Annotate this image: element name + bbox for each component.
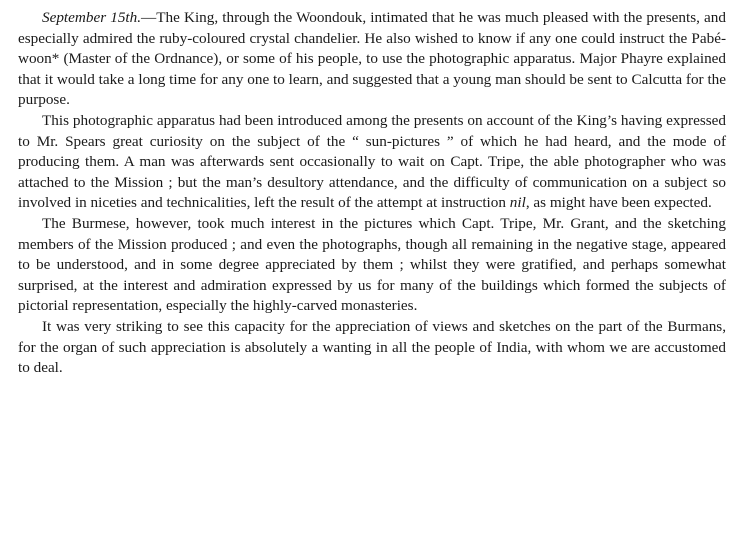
- paragraph-3-text: The Burmese, however, took much interest in the pictures which Capt. Tripe, Mr. Grant, and the sketching members of the Mission produced ; and even the photographs, though all remaining in the negative stage, appeared to be understood, and in some degree appreciated by them ; whilst they were gratified, and perhaps somewhat surprised, at the interest and admiration expressed by us for many of the buildings which formed the subjects of pictorial representation, especially the highly-carved monasteries.: [18, 214, 726, 315]
- paragraph-2: [18, 111, 726, 214]
- paragraph-4: [18, 317, 726, 379]
- paragraph-2-text-end: , as might have been expected.: [525, 194, 712, 212]
- paragraph-4-text: It was very striking to see this capacity for the appreciation of views and sketches on the part of the Burmans, for the organ of such appreciation is absolutely a wanting in all the people of India, with whom we are accustomed to deal.: [18, 317, 726, 377]
- document-page: [18, 8, 726, 379]
- paragraph-1: [18, 8, 726, 111]
- date-heading: September 15th.: [42, 9, 142, 26]
- paragraph-3: [18, 214, 726, 317]
- italic-term-nil: nil: [509, 194, 526, 212]
- paragraph-2-text: This photographic apparatus had been introduced among the presents on account of the King’s having expressed to Mr. Spears great curiosity on the subject of the “ sun-pictures ” of which he had heard, and the mode of producing them. A man was afterwards sent occasionally to wait on Capt. Tripe, the able photographer who was attached to the Mission ; but the man’s desultory attendance, and the difficulty of communication on a subject so involved in niceties and technicalities, left the result of the attempt at instruction: [18, 111, 726, 212]
- paragraph-1-text: —The King, through the Woondouk, intimated that he was much pleased with the presents, and especially admired the ruby-coloured crystal chandelier. He also wished to know if any one could instruct the Pabé-woon* (Master of the Ordnance), or some of his people, to use the photographic apparatus. Major Phayre explained that it would take a long time for any one to learn, and suggested that a young man should be sent to Calcutta for the purpose.: [18, 9, 726, 109]
